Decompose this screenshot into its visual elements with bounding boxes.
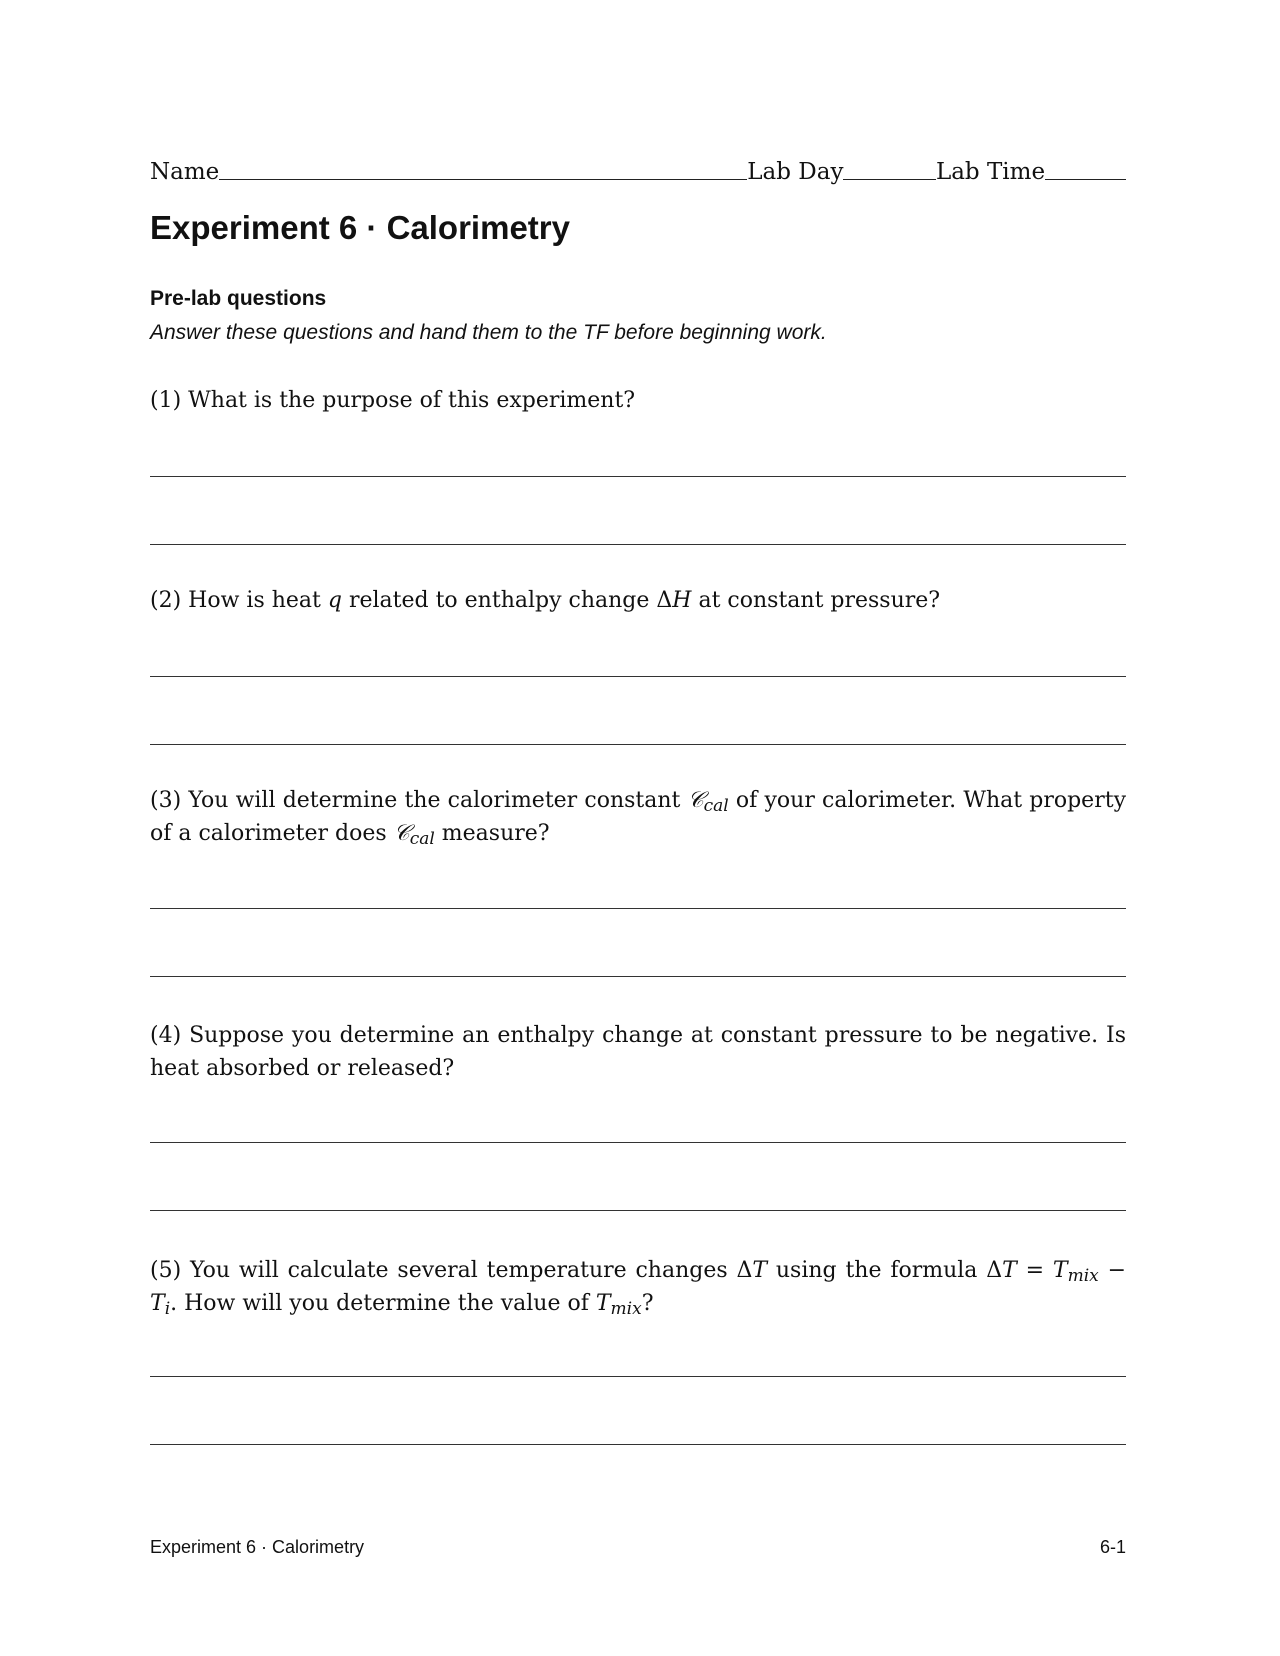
question-2-text-c: at constant pressure? bbox=[691, 588, 941, 613]
question-2-text-a: (2) How is heat bbox=[150, 588, 328, 613]
question-3-symbol: 𝒞 bbox=[687, 788, 704, 813]
lab-day-label: Lab Day bbox=[747, 159, 844, 185]
question-5-sub-mix: mix bbox=[1067, 1266, 1099, 1286]
question-5-text-e: . How will you determine the value of bbox=[170, 1291, 596, 1316]
question-5-text-c: = bbox=[1016, 1258, 1053, 1283]
name-label: Name bbox=[150, 159, 220, 185]
student-info-line bbox=[150, 150, 1126, 184]
question-5-text-b: using the formula Δ bbox=[767, 1258, 1003, 1283]
question-2-text-b: related to enthalpy change Δ bbox=[341, 588, 673, 613]
footer-title: Experiment 6 · Calorimetry bbox=[150, 1537, 365, 1557]
lab-time-label: Lab Time bbox=[935, 159, 1046, 185]
lab-time-field[interactable] bbox=[1045, 159, 1126, 180]
page-number: 6-1 bbox=[1099, 1537, 1126, 1557]
question-4-text: (4) Suppose you determine an enthalpy change at constant pressure to be negative. Is heat absorbed or released? bbox=[150, 1023, 1126, 1081]
answer-line-3a[interactable] bbox=[150, 908, 1126, 909]
question-5-var-tmix: T bbox=[1052, 1258, 1068, 1283]
question-1 bbox=[150, 384, 1126, 417]
answer-line-4b[interactable] bbox=[150, 1210, 1126, 1211]
question-3-text-b: of your calorimeter. What property of a calorimeter does bbox=[150, 788, 1126, 846]
question-5-sub-i: i bbox=[164, 1299, 171, 1319]
answer-line-3b[interactable] bbox=[150, 976, 1126, 977]
question-5-text-d: − bbox=[1098, 1258, 1127, 1283]
question-3 bbox=[150, 784, 1126, 850]
question-1-text: (1) What is the purpose of this experiment? bbox=[150, 388, 636, 413]
question-5-text-f: ? bbox=[641, 1291, 654, 1316]
section-heading: Pre-lab questions bbox=[150, 287, 327, 310]
question-5-var-t: T bbox=[752, 1258, 768, 1283]
question-3-subscript-2: cal bbox=[409, 829, 435, 849]
question-2 bbox=[150, 584, 1126, 617]
question-5-var-ti: T bbox=[150, 1291, 165, 1316]
page-title: Experiment 6 · Calorimetry bbox=[150, 209, 570, 246]
question-3-text-c: measure? bbox=[434, 821, 550, 846]
lab-day-field[interactable] bbox=[843, 159, 936, 180]
question-5-var-tmix-2: T bbox=[595, 1291, 611, 1316]
question-3-symbol-2: 𝒞 bbox=[393, 821, 410, 846]
question-4 bbox=[150, 1019, 1126, 1085]
question-5-var-t-2: T bbox=[1002, 1258, 1017, 1283]
answer-line-2b[interactable] bbox=[150, 744, 1126, 745]
answer-line-1b[interactable] bbox=[150, 544, 1126, 545]
question-2-var-q: q bbox=[327, 588, 342, 613]
question-5-sub-mix-2: mix bbox=[610, 1299, 642, 1319]
answer-line-1a[interactable] bbox=[150, 476, 1126, 477]
answer-line-5a[interactable] bbox=[150, 1376, 1126, 1377]
question-2-var-h: H bbox=[672, 588, 692, 613]
worksheet-page bbox=[150, 0, 1126, 1656]
question-3-subscript: cal bbox=[703, 796, 729, 816]
answer-line-2a[interactable] bbox=[150, 676, 1126, 677]
name-field[interactable] bbox=[219, 159, 747, 180]
section-instructions: Answer these questions and hand them to the TF before beginning work. bbox=[150, 321, 827, 344]
answer-line-5b[interactable] bbox=[150, 1444, 1126, 1445]
question-5-text-a: (5) You will calculate several temperature changes Δ bbox=[150, 1258, 753, 1283]
answer-line-4a[interactable] bbox=[150, 1142, 1126, 1143]
question-5 bbox=[150, 1254, 1126, 1320]
question-3-text-a: (3) You will determine the calorimeter constant bbox=[150, 788, 688, 813]
